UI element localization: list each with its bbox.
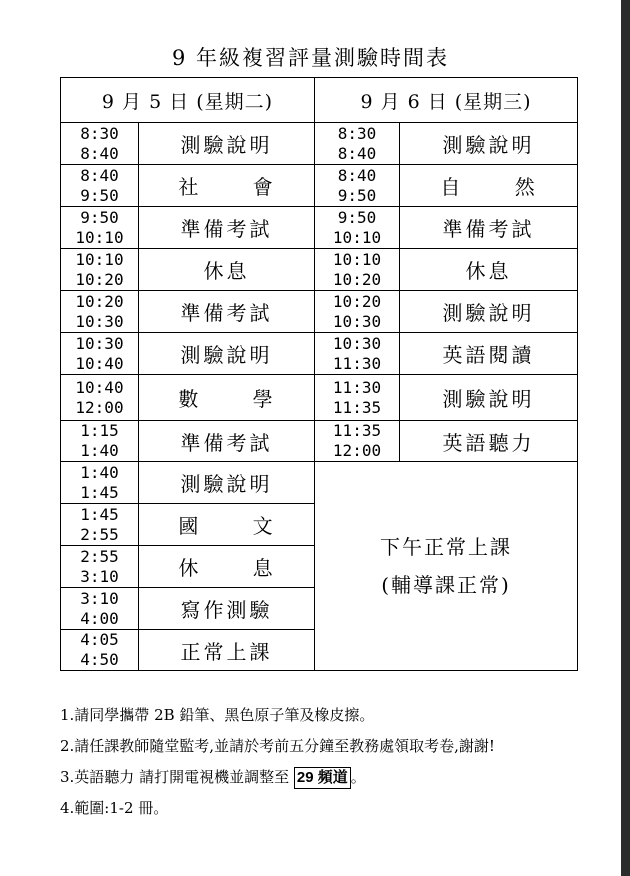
time-cell — [315, 375, 400, 421]
table-row — [61, 123, 578, 165]
end-time: 4:00 — [80, 608, 119, 628]
time-cell — [61, 207, 139, 249]
time-cell — [61, 504, 139, 546]
note-text: 。 — [350, 768, 366, 786]
table-row — [61, 462, 578, 504]
end-time: 9:50 — [80, 185, 119, 205]
start-time: 3:10 — [80, 588, 119, 608]
start-time: 9:50 — [337, 207, 377, 227]
time-cell — [61, 462, 139, 504]
start-time: 10:40 — [75, 377, 124, 397]
start-time: 8:40 — [337, 165, 377, 185]
start-time: 1:40 — [80, 462, 119, 482]
end-time: 8:40 — [337, 143, 377, 163]
time-cell — [315, 123, 400, 165]
afternoon-note — [315, 462, 578, 671]
activity-cell: 測驗說明 — [400, 123, 578, 165]
start-time: 10:10 — [75, 249, 124, 269]
note-item: 4.範圍:1-2 冊。 — [60, 799, 169, 817]
end-time: 10:20 — [75, 269, 124, 289]
time-cell — [61, 630, 139, 671]
end-time: 11:30 — [332, 353, 382, 373]
table-row — [61, 291, 578, 333]
afternoon-line: (輔導課正常) — [381, 573, 511, 597]
time-cell — [61, 123, 139, 165]
start-time: 10:10 — [332, 249, 382, 269]
start-time: 11:30 — [332, 377, 382, 397]
end-time: 10:30 — [75, 311, 124, 331]
time-cell — [61, 421, 139, 462]
start-time: 8:30 — [337, 123, 377, 143]
activity-cell: 測驗說明 — [139, 462, 315, 504]
end-time: 3:10 — [80, 566, 119, 586]
table-row — [61, 249, 578, 291]
note-item — [60, 762, 600, 793]
time-cell — [315, 249, 400, 291]
end-time: 10:40 — [75, 353, 124, 373]
time-cell — [315, 333, 400, 375]
activity-cell: 社 會 — [139, 165, 315, 207]
time-cell — [315, 291, 400, 333]
activity-cell: 測驗說明 — [400, 375, 578, 421]
time-cell — [61, 546, 139, 588]
activity-cell: 休息 — [139, 249, 315, 291]
start-time: 2:55 — [80, 546, 119, 566]
note-text: 3.英語聽力 請打開電視機並調整至 — [60, 768, 294, 786]
activity-cell: 準備考試 — [139, 207, 315, 249]
start-time: 10:20 — [75, 291, 124, 311]
activity-cell: 測驗說明 — [139, 123, 315, 165]
start-time: 8:30 — [80, 123, 119, 143]
start-time: 4:05 — [80, 630, 119, 649]
activity-cell: 寫作測驗 — [139, 588, 315, 630]
activity-cell: 測驗說明 — [139, 333, 315, 375]
end-time: 12:00 — [75, 397, 124, 417]
activity-cell: 自 然 — [400, 165, 578, 207]
start-time: 1:15 — [80, 421, 119, 440]
end-time: 10:10 — [75, 227, 124, 247]
afternoon-line: 下午正常上課 — [380, 535, 513, 559]
day2-header: 9 月 6 日 (星期三) — [315, 78, 578, 123]
time-cell — [61, 588, 139, 630]
activity-cell: 英語聽力 — [400, 421, 578, 462]
end-time: 10:30 — [332, 311, 382, 331]
end-time: 2:55 — [80, 524, 119, 544]
activity-cell: 正常上課 — [139, 630, 315, 671]
end-time: 10:10 — [332, 227, 382, 247]
activity-cell: 休 息 — [139, 546, 315, 588]
end-time: 10:20 — [332, 269, 382, 289]
time-cell — [315, 421, 400, 462]
end-time: 11:35 — [332, 397, 382, 417]
end-time: 1:45 — [80, 482, 119, 502]
start-time: 10:30 — [75, 333, 124, 353]
table-row — [61, 165, 578, 207]
time-cell — [315, 207, 400, 249]
activity-cell: 英語閱讀 — [400, 333, 578, 375]
time-cell — [61, 249, 139, 291]
start-time: 11:35 — [332, 421, 382, 440]
activity-cell: 準備考試 — [139, 291, 315, 333]
channel-box: 29 頻道 — [294, 767, 351, 789]
window-edge — [621, 0, 630, 876]
note-item: 2.請任課教師隨堂監考,並請於考前五分鐘至教務處領取考卷,謝謝! — [60, 737, 495, 755]
notes-list — [60, 700, 600, 824]
activity-cell: 測驗說明 — [400, 291, 578, 333]
note-item: 1.請同學攜帶 2B 鉛筆、黑色原子筆及橡皮擦。 — [60, 706, 375, 724]
start-time: 1:45 — [80, 504, 119, 524]
activity-cell: 數 學 — [139, 375, 315, 421]
end-time: 8:40 — [80, 143, 119, 163]
time-cell — [61, 333, 139, 375]
table-row — [61, 207, 578, 249]
activity-cell: 準備考試 — [400, 207, 578, 249]
day1-header: 9 月 5 日 (星期二) — [61, 78, 315, 123]
end-time: 1:40 — [80, 441, 119, 460]
time-cell — [315, 165, 400, 207]
time-cell — [61, 291, 139, 333]
end-time: 12:00 — [332, 441, 382, 460]
time-cell — [61, 375, 139, 421]
activity-cell: 準備考試 — [139, 421, 315, 462]
activity-cell: 休息 — [400, 249, 578, 291]
table-row — [61, 375, 578, 421]
start-time: 10:30 — [332, 333, 382, 353]
table-row — [61, 333, 578, 375]
start-time: 10:20 — [332, 291, 382, 311]
time-cell — [61, 165, 139, 207]
start-time: 9:50 — [80, 207, 119, 227]
activity-cell: 國 文 — [139, 504, 315, 546]
table-row — [61, 421, 578, 462]
schedule-table — [60, 77, 578, 671]
end-time: 9:50 — [337, 185, 377, 205]
start-time: 8:40 — [80, 165, 119, 185]
end-time: 4:50 — [80, 650, 119, 669]
page-title: 9 年級複習評量測驗時間表 — [171, 46, 450, 70]
